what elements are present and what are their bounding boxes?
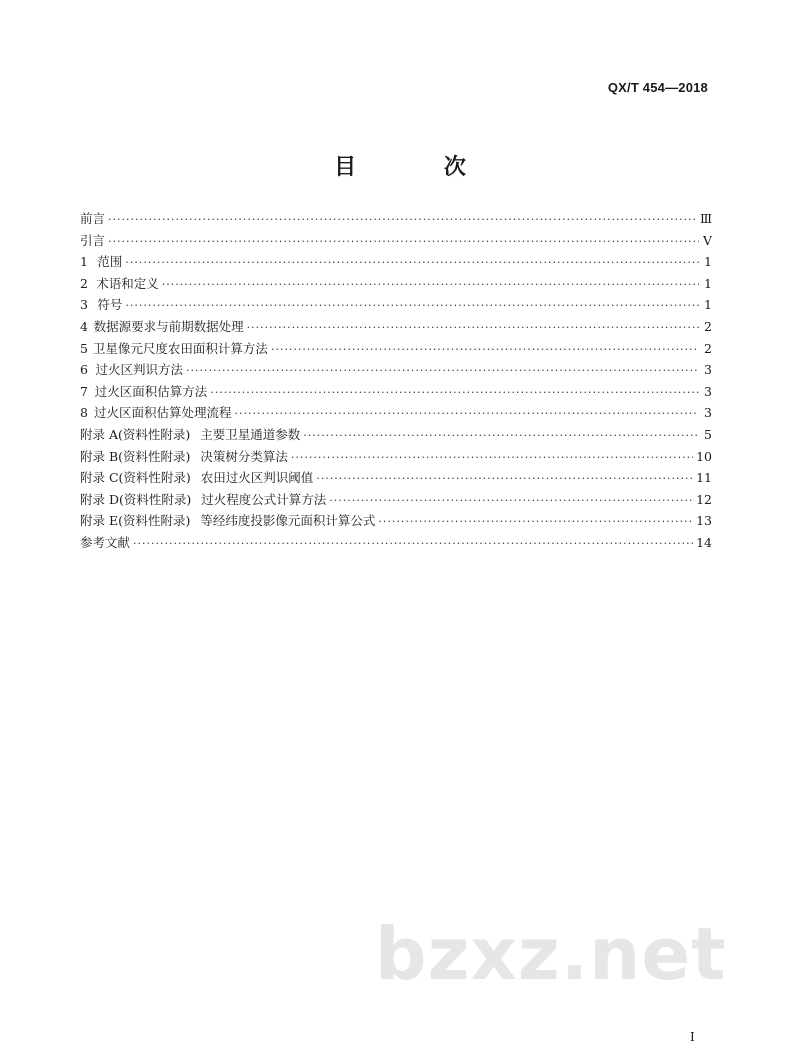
toc-entry-label: 附录 A(资料性附录) 主要卫星通道参数 [80,426,301,442]
toc-entry[interactable] [80,403,712,425]
toc-entry-label: 前言 [80,211,106,226]
toc-leader-dots [247,321,699,334]
toc-leader-dots [125,256,699,269]
toc-entry-label: 过火区面积估算方法 [94,383,208,399]
toc-entry[interactable] [80,274,712,296]
page-title: 目 次 [334,154,506,180]
toc-entry-subtitle: 过火程度公式计算方法 [201,491,327,507]
toc-leader-dots [162,278,699,291]
toc-entry-number: 5 [80,340,88,356]
toc-entry[interactable] [80,317,712,339]
toc-entry-label: 参考文献 [80,534,131,550]
toc-entry[interactable] [80,295,712,317]
toc-entry[interactable] [80,468,712,490]
toc-entry-page: Ⅴ [702,232,712,248]
toc-entry-page: 11 [696,470,712,486]
toc-entry[interactable] [80,209,712,231]
page-number: I [690,1030,695,1044]
toc-entry-page: 3 [704,362,712,378]
toc-entry-label: 引言 [80,232,106,248]
toc-entry[interactable] [80,425,712,447]
toc-entry[interactable] [80,360,712,382]
toc-entry-label: 附录 D(资料性附录) 过火程度公式计算方法 [80,491,327,507]
toc-entry-label: 术语和定义 [96,275,159,291]
toc-entry-number: 6 [80,362,88,378]
toc-leader-dots [125,299,699,312]
toc-leader-dots [271,343,699,356]
toc-entry[interactable] [80,382,712,404]
toc-leader-dots [210,386,699,399]
toc-entry-page: 13 [696,513,712,529]
toc-leader-dots [316,472,693,485]
toc-entry-label: 范围 [97,254,123,270]
document-id: QX/T 454—2018 [607,80,708,95]
toc-leader-dots [235,407,699,420]
toc-entry-label: 过火区面积估算处理流程 [94,405,232,421]
toc-entry-subtitle: 决策树分类算法 [200,448,288,464]
toc-entry-page: 2 [704,318,712,334]
toc-entry-number: 2 [80,275,88,291]
toc-entry-page: 12 [696,491,712,507]
toc-entry-page: 2 [704,340,712,356]
toc-entry[interactable] [80,252,712,274]
toc-leader-dots [133,537,693,550]
toc-entry-subtitle: 主要卫星通道参数 [200,426,301,442]
toc-entry-number: 7 [80,383,88,399]
toc-entry-label: 附录 E(资料性附录) 等经纬度投影像元面积计算公式 [80,513,376,529]
toc-entry-page: 14 [696,534,712,550]
toc-entry-number: 8 [80,405,88,421]
toc-entry-subtitle: 农田过火区判识阈值 [200,470,314,486]
toc-entry[interactable] [80,447,712,469]
toc-leader-dots [378,515,693,528]
toc-entry-label: 卫星像元尺度农田面积计算方法 [92,340,268,356]
toc-leader-dots [108,235,699,248]
toc-entry[interactable] [80,231,712,253]
toc-entry[interactable] [80,490,712,512]
toc-entry-page: 1 [704,275,712,291]
toc-entry-label: 附录 C(资料性附录) 农田过火区判识阈值 [80,470,314,486]
toc-entry-label: 附录 B(资料性附录) 决策树分类算法 [80,448,288,464]
watermark: bzxz.net [375,912,727,996]
toc-entry[interactable] [80,339,712,361]
toc-entry-page: 3 [704,405,712,421]
toc-entry-page: 10 [696,448,712,464]
toc-entry-label: 符号 [97,297,123,313]
toc-entry-page: Ⅲ [699,211,712,226]
toc-entry-page: 1 [704,297,712,313]
toc-leader-dots [329,494,693,507]
toc-entry-subtitle: 等经纬度投影像元面积计算公式 [200,513,376,529]
table-of-contents [80,209,712,555]
toc-entry-number: 3 [80,297,88,313]
toc-entry-label: 数据源要求与前期数据处理 [93,318,244,334]
toc-entry-number: 1 [80,254,88,270]
toc-leader-dots [303,429,699,442]
toc-leader-dots [291,451,693,464]
toc-entry-page: 1 [704,254,712,270]
toc-entry-label: 过火区判识方法 [95,362,184,378]
toc-leader-dots [186,364,699,377]
toc-entry-page: 3 [704,383,712,399]
toc-entry-page: 5 [704,426,712,442]
toc-entry[interactable] [80,533,712,555]
toc-entry[interactable] [80,511,712,533]
toc-entry-number: 4 [80,318,88,334]
toc-leader-dots [108,213,697,226]
